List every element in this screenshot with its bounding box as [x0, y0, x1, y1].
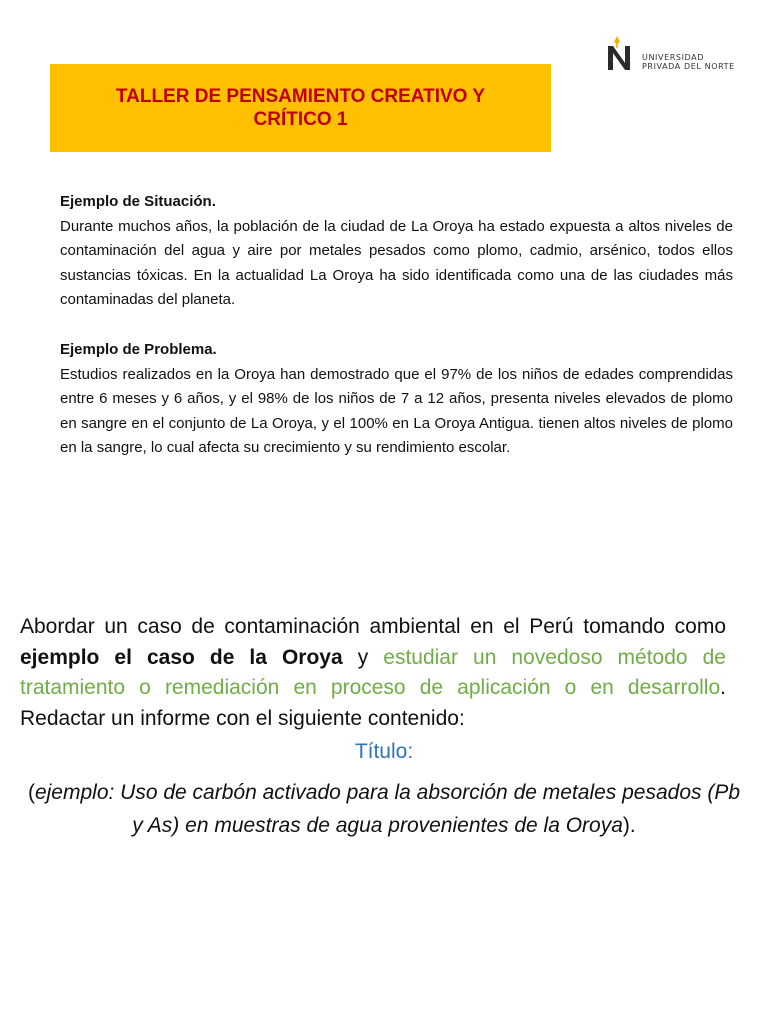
- task-instructions: [20, 612, 726, 734]
- problem-section: [60, 338, 733, 461]
- example-open-paren: (: [27, 781, 35, 804]
- titulo-label: Título:: [354, 740, 414, 763]
- university-logo: [604, 34, 744, 74]
- example-close-paren: ).: [622, 814, 636, 837]
- problem-heading: Ejemplo de Problema.: [60, 341, 217, 358]
- situation-body: Durante muchos años, la población de la ciudad de La Oroya ha estado expuesta a altos niveles de contaminación del agua y aire por metales pesados como plomo, cadmio, arsénico, todos ellos sustancias tóxicas. En la actualidad La Oroya ha sido identificada como una de las ciudades más contaminadas del planeta.: [60, 217, 733, 308]
- title-line-2: CRÍTICO 1: [253, 109, 348, 130]
- task-green-text: estudiar un novedoso método de tratamiento o remediación en proceso de aplicación o en desarrollo: [20, 645, 726, 699]
- title-banner: [50, 64, 551, 152]
- page-title: [91, 85, 511, 131]
- logo-text: [642, 53, 735, 71]
- task-text-2: y: [342, 645, 384, 669]
- task-text-3: . Redactar un informe con el siguiente contenido:: [20, 676, 726, 730]
- logo-line-2: PRIVADA DEL NORTE: [642, 62, 735, 71]
- task-bold-text: ejemplo el caso de la Oroya: [20, 645, 343, 669]
- task-text-1: Abordar un caso de contaminación ambiental en el Perú tomando como: [20, 615, 726, 638]
- title-example: [20, 776, 748, 842]
- upn-logo-icon: [604, 34, 638, 74]
- problem-body: Estudios realizados en la Oroya han demostrado que el 97% de los niños de edades comprendidas entre 6 meses y 6 años, y el 98% de los niños de 7 a 12 años, presenta niveles elevados de plomo en sangre en el conjunto de La Oroya, y el 100% en La Oroya Antigua. tienen altos niveles de plomo en la sangre, lo cual afecta su crecimiento y su rendimiento escolar.: [60, 365, 733, 456]
- logo-line-1: UNIVERSIDAD: [642, 53, 704, 62]
- example-italic-text: ejemplo: Uso de carbón activado para la absorción de metales pesados (Pb y As) en muestras de agua provenientes de la Oroya: [34, 781, 741, 837]
- situation-heading: Ejemplo de Situación.: [60, 193, 216, 210]
- title-line-1: TALLER DE PENSAMIENTO CREATIVO Y: [115, 86, 486, 107]
- situation-section: [60, 190, 733, 313]
